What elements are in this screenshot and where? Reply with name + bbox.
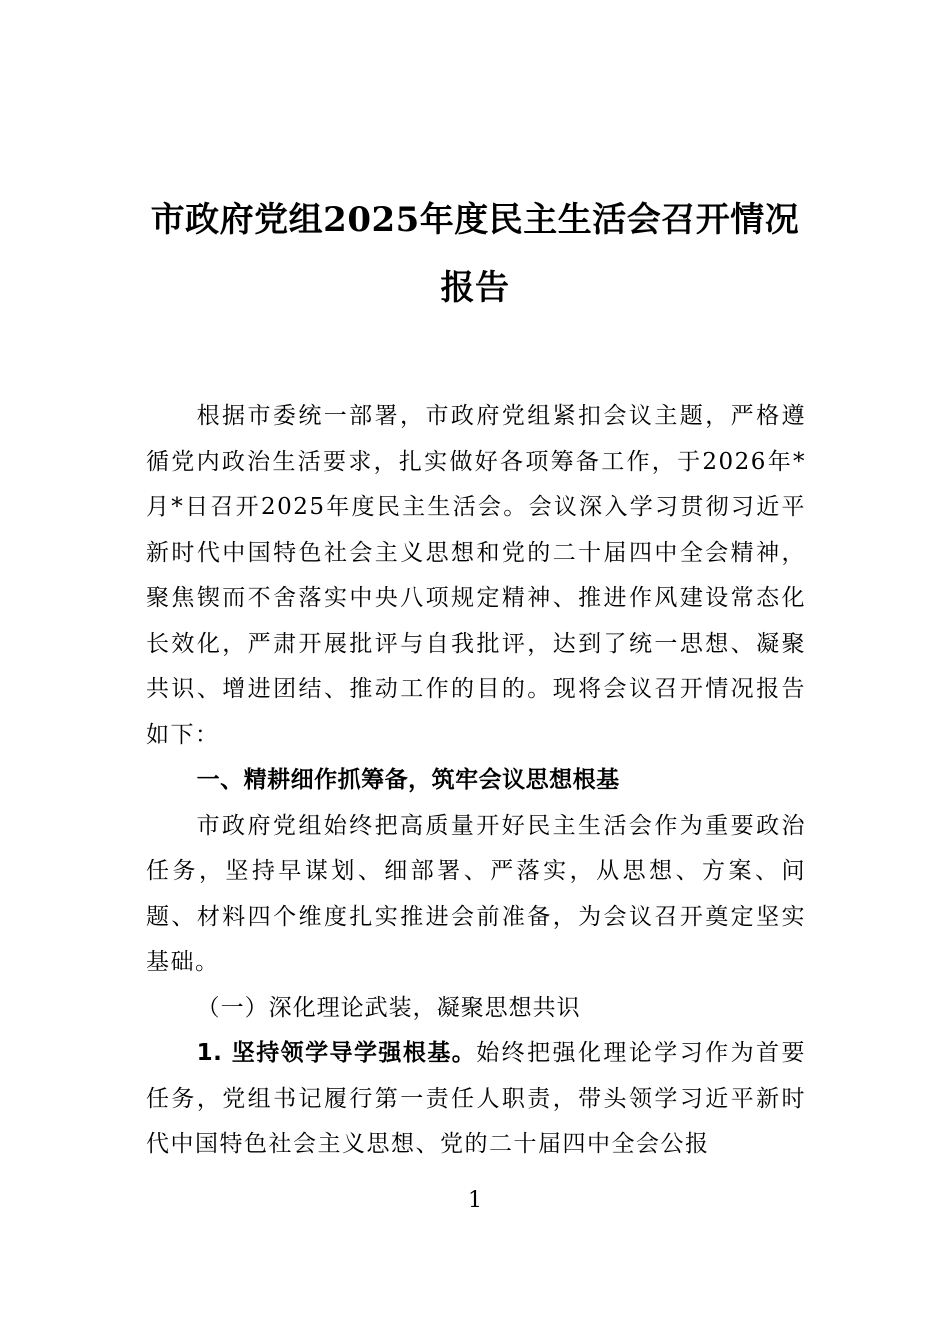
item-1-lead: 1. 坚持领学导学强根基。 <box>196 1040 477 1066</box>
section-heading-1: 一、精耕细作抓筹备，筑牢会议思想根基 <box>196 767 620 793</box>
document-body <box>146 394 806 1168</box>
section-1-paragraph: 市政府党组始终把高质量开好民主生活会作为重要政治任务，坚持早谋划、细部署、严落实，从思想、方案、问题、材料四个维度扎实推进会前准备，为会议召开奠定坚实基础。 <box>146 812 806 975</box>
page-number: 1 <box>468 1188 482 1213</box>
document-title: 市政府党组2025年度民主生活会召开情况报告 <box>150 200 800 308</box>
intro-paragraph: 根据市委统一部署，市政府党组紧扣会议主题，严格遵循党内政治生活要求，扎实做好各项筹备工作，于2026年*月*日召开2025年度民主生活会。会议深入学习贯彻习近平新时代中国特色社会主义思想和党的二十届四中全会精神，聚焦锲而不舍落实中央八项规定精神、推进作风建设常态化长效化，严肃开展批评与自我批评，达到了统一思想、凝聚共识、增进团结、推动工作的目的。现将会议召开情况报告如下： <box>146 403 806 748</box>
item-1-text: 始终把强化理论学习作为首要任务，党组书记履行第一责任人职责，带头领学习近平新时代中国特色社会主义思想、党的二十届四中全会公报 <box>146 1040 807 1157</box>
subsection-heading-1: （一）深化理论武装，凝聚思想共识 <box>196 994 581 1021</box>
item-1-paragraph <box>146 1031 806 1168</box>
